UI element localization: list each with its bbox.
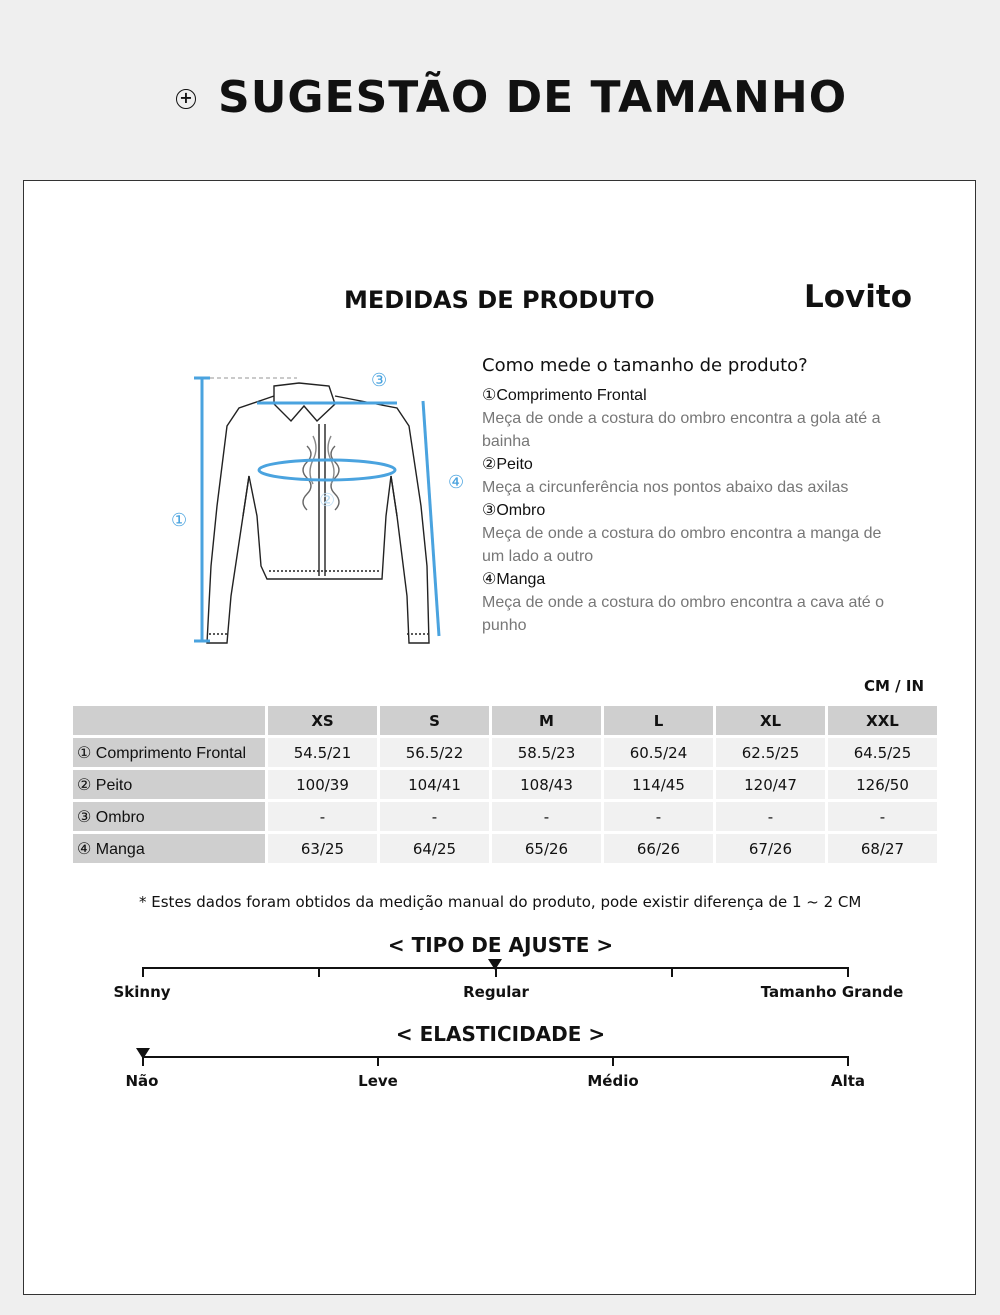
elasticity-selected-marker-icon <box>136 1048 150 1059</box>
guide-item <box>482 569 902 637</box>
table-cell: - <box>492 802 601 831</box>
guide-question: Como mede o tamanho de produto? <box>482 355 808 376</box>
fit-label-skinny: Skinny <box>113 983 171 1001</box>
plus-circle-icon: + <box>176 89 196 109</box>
table-cell: - <box>604 802 713 831</box>
fit-label-large: Tamanho Grande <box>760 983 904 1001</box>
table-cell: 120/47 <box>716 770 825 799</box>
table-cell: - <box>268 802 377 831</box>
elasticity-title: < ELASTICIDADE > <box>395 1022 606 1046</box>
elasticity-scale <box>125 1050 866 1090</box>
guide-term: ①Comprimento Frontal <box>482 387 647 404</box>
guide-term: ②Peito <box>482 456 533 473</box>
guide-item <box>482 385 902 453</box>
fit-label-regular: Regular <box>463 983 529 1001</box>
row-label: ① Comprimento Frontal <box>73 738 265 767</box>
mark-length: ① <box>171 510 188 531</box>
table-cell: 66/26 <box>604 834 713 863</box>
elasticity-label-none: Não <box>125 1072 159 1090</box>
table-cell: 62.5/25 <box>716 738 825 767</box>
table-row <box>73 770 937 799</box>
guide-desc: Meça a circunferência nos pontos abaixo das axilas <box>482 479 849 496</box>
table-row <box>73 802 937 831</box>
scale-line <box>142 1056 849 1058</box>
row-label: ② Peito <box>73 770 265 799</box>
table-cell: - <box>716 802 825 831</box>
guide-desc: Meça de onde a costura do ombro encontra a cava até o punho <box>482 594 885 634</box>
size-header: XL <box>716 706 825 735</box>
scale-tick <box>671 967 673 977</box>
guide-term: ③Ombro <box>482 502 546 519</box>
table-cell: 100/39 <box>268 770 377 799</box>
table-cell: 58.5/23 <box>492 738 601 767</box>
table-cell: 67/26 <box>716 834 825 863</box>
row-label: ④ Manga <box>73 834 265 863</box>
unit-label: CM / IN <box>864 677 924 695</box>
header-corner <box>73 706 265 735</box>
table-cell: 54.5/21 <box>268 738 377 767</box>
table-cell: 56.5/22 <box>380 738 489 767</box>
brand-logo: Lovito <box>804 279 913 315</box>
size-header: XXL <box>828 706 937 735</box>
table-cell: - <box>380 802 489 831</box>
table-cell: 64.5/25 <box>828 738 937 767</box>
scale-tick <box>318 967 320 977</box>
guide-term: ④Manga <box>482 571 546 588</box>
size-header: L <box>604 706 713 735</box>
guide-item <box>482 500 902 568</box>
table-cell: 64/25 <box>380 834 489 863</box>
table-row <box>73 834 937 863</box>
size-header: S <box>380 706 489 735</box>
mark-chest: ② <box>319 490 336 511</box>
size-chart-card <box>23 180 976 1295</box>
size-header: XS <box>268 706 377 735</box>
table-cell: - <box>828 802 937 831</box>
fit-selected-marker-icon <box>488 959 502 970</box>
table-row <box>73 738 937 767</box>
table-cell: 126/50 <box>828 770 937 799</box>
jacket-measurement-illustration <box>139 366 465 656</box>
card-title: MEDIDAS DE PRODUTO <box>344 286 655 314</box>
fit-type-title: < TIPO DE AJUSTE > <box>387 933 614 957</box>
table-cell: 68/27 <box>828 834 937 863</box>
elasticity-label-medium: Médio <box>587 1072 639 1090</box>
elasticity-label-high: Alta <box>830 1072 866 1090</box>
table-cell: 63/25 <box>268 834 377 863</box>
guide-item <box>482 454 902 499</box>
fit-type-scale <box>113 961 904 1001</box>
guide-desc: Meça de onde a costura do ombro encontra a gola até a bainha <box>482 410 881 450</box>
elasticity-label-light: Leve <box>358 1072 398 1090</box>
table-cell: 104/41 <box>380 770 489 799</box>
table-cell: 60.5/24 <box>604 738 713 767</box>
size-table <box>70 703 940 866</box>
scale-tick <box>847 1056 849 1066</box>
scale-tick <box>377 1056 379 1066</box>
measurement-note: * Estes dados foram obtidos da medição manual do produto, pode existir diferença de 1 ~ 2 CM <box>139 893 862 911</box>
table-cell: 108/43 <box>492 770 601 799</box>
table-cell: 114/45 <box>604 770 713 799</box>
table-cell: 65/26 <box>492 834 601 863</box>
guide-desc: Meça de onde a costura do ombro encontra a manga de um lado a outro <box>482 525 882 565</box>
size-header: M <box>492 706 601 735</box>
mark-shoulder: ③ <box>371 370 388 391</box>
size-header-row <box>73 706 937 735</box>
scale-tick <box>612 1056 614 1066</box>
scale-tick <box>142 967 144 977</box>
page-title: SUGESTÃO DE TAMANHO <box>218 72 848 123</box>
mark-sleeve: ④ <box>448 472 465 493</box>
scale-tick <box>847 967 849 977</box>
page-header <box>0 0 1000 180</box>
measurement-guide <box>482 355 902 638</box>
row-label: ③ Ombro <box>73 802 265 831</box>
